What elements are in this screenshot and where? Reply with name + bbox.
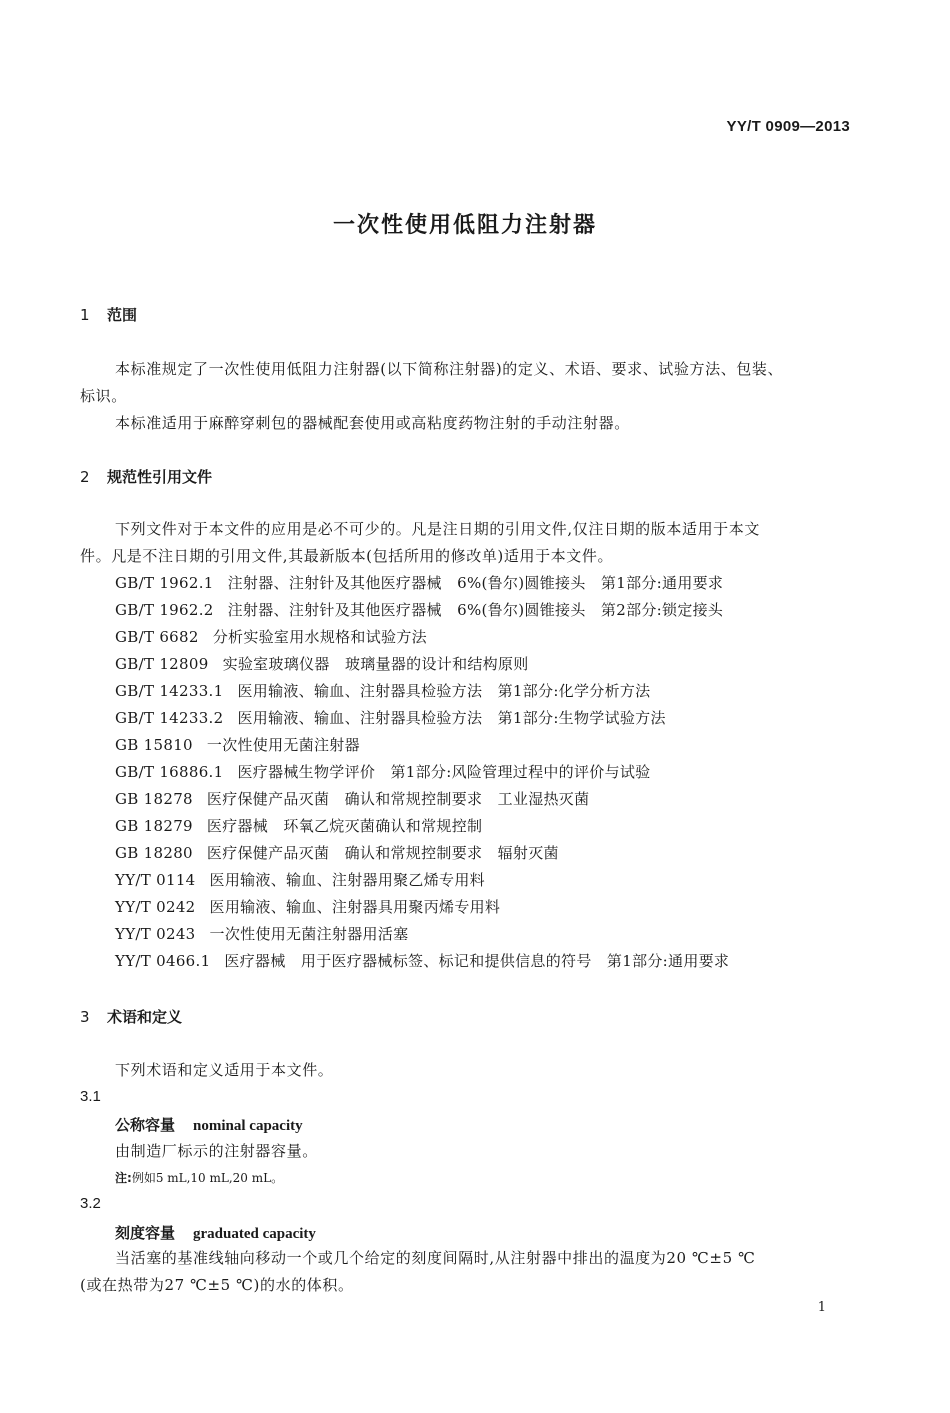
section-1-para-2: 本标准适用于麻醉穿刺包的器械配套使用或高粘度药物注射的手动注射器。 [115, 414, 630, 432]
section-1-heading [80, 304, 137, 325]
term-3-2-number: 3.2 [80, 1195, 101, 1212]
section-3-intro: 下列术语和定义适用于本文件。 [115, 1061, 334, 1079]
section-2-title: 规范性引用文件 [107, 468, 213, 486]
term-3-1-number: 3.1 [80, 1088, 101, 1105]
reference-item: GB/T 14233.2 医用输液、输血、注射器具检验方法 第1部分:生物学试验方法 [115, 709, 666, 727]
term-3-1-note: 注:例如5 mL,10 mL,20 mL。 [115, 1171, 284, 1185]
term-3-2-name: 刻度容量 graduated capacity [115, 1224, 316, 1242]
reference-item: GB 18279 医疗器械 环氧乙烷灭菌确认和常规控制 [115, 817, 483, 835]
document-title: 一次性使用低阻力注射器 [332, 213, 597, 238]
section-1-para-1-line-1: 本标准规定了一次性使用低阻力注射器(以下简称注射器)的定义、术语、要求、试验方法、包装、 [115, 360, 784, 378]
reference-item: GB/T 1962.1 注射器、注射针及其他医疗器械 6%(鲁尔)圆锥接头 第1部分:通用要求 [115, 574, 724, 592]
reference-item: YY/T 0243 一次性使用无菌注射器用活塞 [115, 925, 409, 943]
reference-item: GB/T 1962.2 注射器、注射针及其他医疗器械 6%(鲁尔)圆锥接头 第2部分:锁定接头 [115, 601, 724, 619]
reference-item: GB 15810 一次性使用无菌注射器 [115, 736, 360, 754]
section-1-number: 1 [80, 306, 90, 324]
section-3-heading [80, 1006, 182, 1027]
reference-item: YY/T 0466.1 医疗器械 用于医疗器械标签、标记和提供信息的符号 第1部分:通用要求 [115, 952, 730, 970]
section-3-title: 术语和定义 [107, 1008, 183, 1026]
term-3-1-definition: 由制造厂标示的注射器容量。 [115, 1142, 318, 1160]
reference-item: GB 18280 医疗保健产品灭菌 确认和常规控制要求 辐射灭菌 [115, 844, 559, 862]
section-1-title: 范围 [107, 306, 138, 324]
standard-number: YY/T 0909—2013 [726, 118, 850, 135]
term-3-1-name: 公称容量 nominal capacity [115, 1116, 303, 1134]
section-1-para-1-line-2: 标识。 [80, 387, 127, 405]
reference-item: GB/T 14233.1 医用输液、输血、注射器具检验方法 第1部分:化学分析方法 [115, 682, 651, 700]
section-2-heading [80, 466, 212, 487]
section-2-intro-line-1: 下列文件对于本文件的应用是必不可少的。凡是注日期的引用文件,仅注日期的版本适用于本文 [115, 520, 760, 538]
reference-item: GB/T 16886.1 医疗器械生物学评价 第1部分:风险管理过程中的评价与试验 [115, 763, 651, 781]
reference-item: YY/T 0242 医用输液、输血、注射器具用聚丙烯专用料 [115, 898, 501, 916]
page-number: 1 [817, 1300, 826, 1315]
reference-item: GB 18278 医疗保健产品灭菌 确认和常规控制要求 工业湿热灭菌 [115, 790, 590, 808]
section-3-number: 3 [80, 1008, 90, 1026]
term-3-2-definition-line-2: (或在热带为27 ℃±5 ℃)的水的体积。 [80, 1276, 354, 1294]
term-3-2-definition-line-1: 当活塞的基准线轴向移动一个或几个给定的刻度间隔时,从注射器中排出的温度为20 ℃±5 ℃ [115, 1249, 756, 1267]
reference-item: GB/T 12809 实验室玻璃仪器 玻璃量器的设计和结构原则 [115, 655, 529, 673]
reference-item: YY/T 0114 医用输液、输血、注射器用聚乙烯专用料 [115, 871, 485, 889]
section-2-number: 2 [80, 468, 90, 486]
reference-item: GB/T 6682 分析实验室用水规格和试验方法 [115, 628, 427, 646]
section-2-intro-line-2: 件。凡是不注日期的引用文件,其最新版本(包括所用的修改单)适用于本文件。 [80, 547, 614, 565]
